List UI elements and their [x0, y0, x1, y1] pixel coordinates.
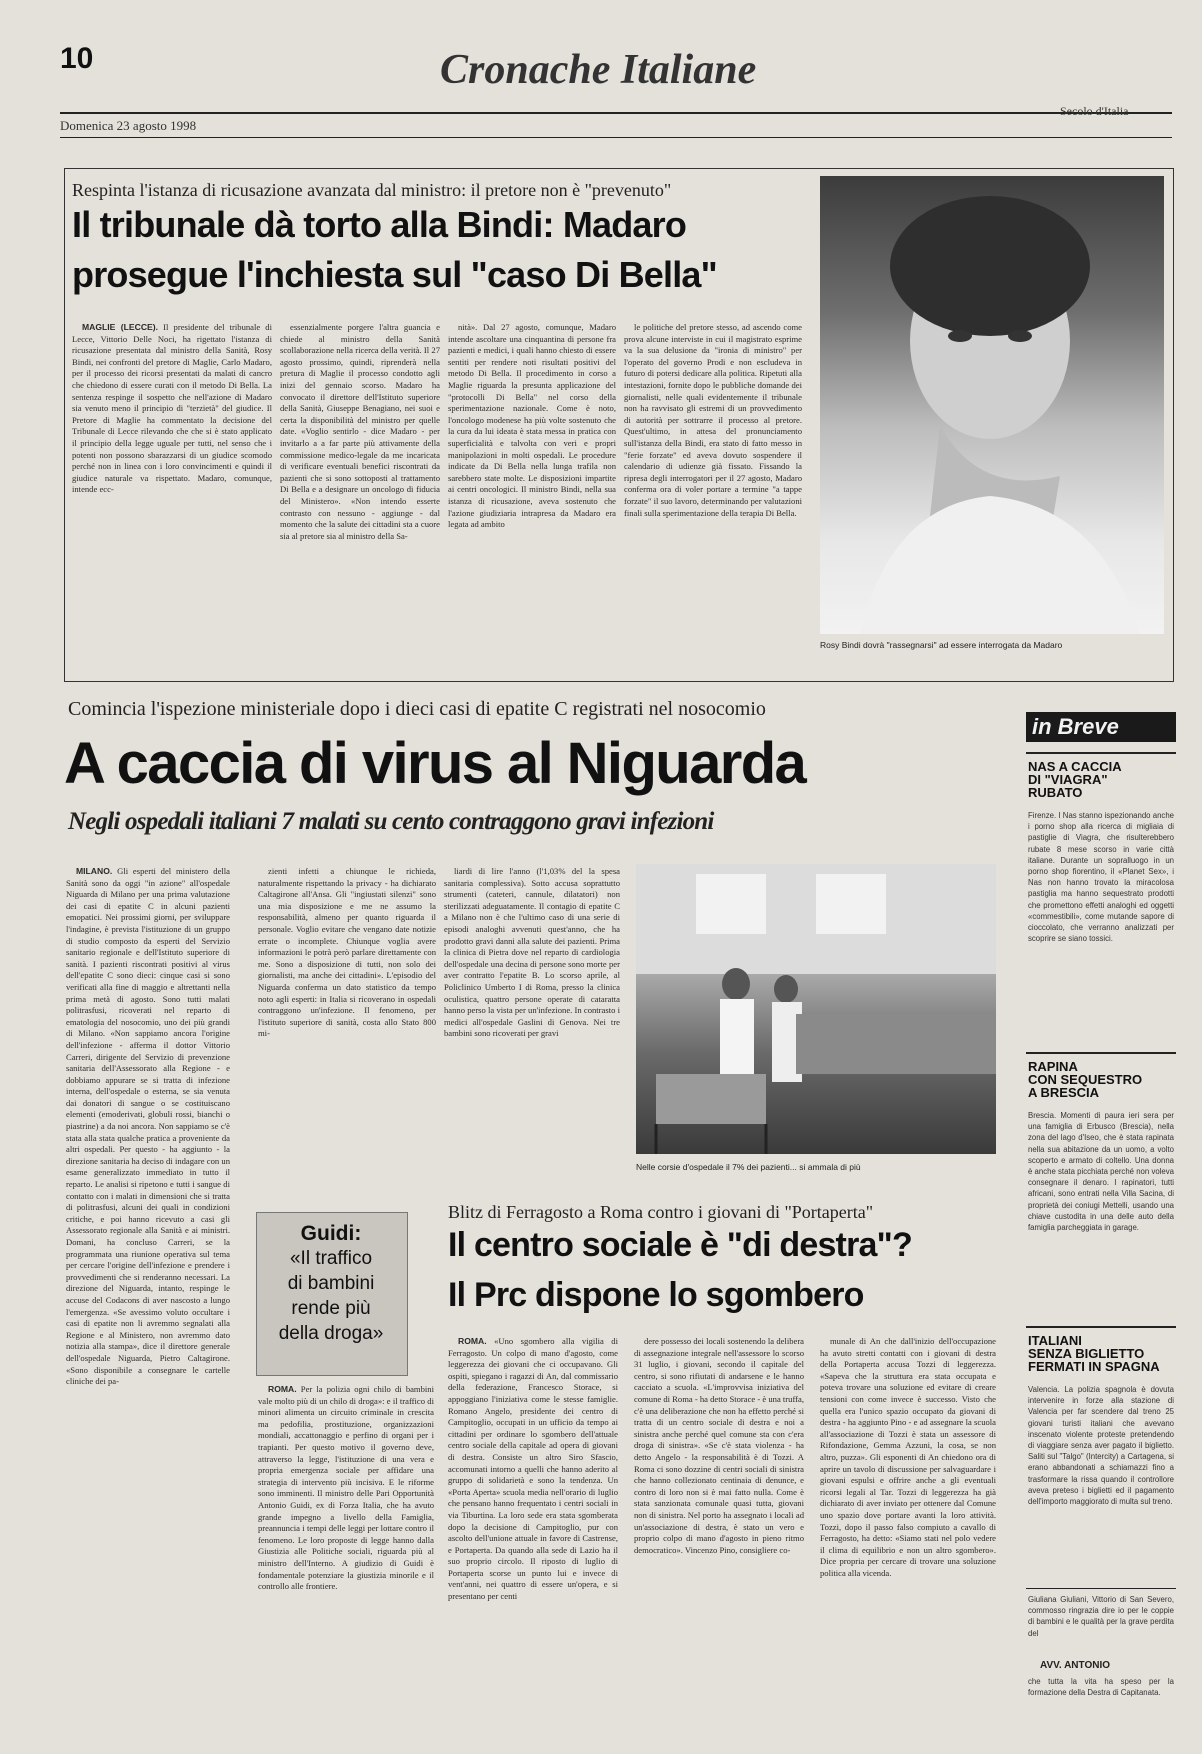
page-number: 10: [60, 42, 94, 75]
brief-1-heading-2: DI "VIAGRA": [1028, 772, 1108, 787]
section-title: Cronache Italiane: [440, 47, 757, 93]
guidi-quote-line2: di bambini: [287, 1273, 375, 1294]
portaperta-headline-line1: Il centro sociale è "di destra"?: [448, 1226, 912, 1264]
bindi-kicker: Respinta l'istanza di ricusazione avanzata dal ministro: il pretore non è "prevenuto": [72, 180, 672, 200]
brief-3-text: Valencia. La polizia spagnola è dovuta intervenire in forze alla stazione di Valencia per far scendere dal treno 25 giovani turisti italiani che avevano inscenato violente proteste pretendendo di viaggiare senza aver pagato il biglietto. Saliti sul "Talgo" (Intercity) a Cartagena, si erano abbandonati a schiamazzi fino a trasformare la rissa quando il controllore aveva preteso i biglietti ed il pagamento dell'importo maggiorato di multa sul treno.: [1028, 1385, 1174, 1507]
portaperta-column-3: [820, 1336, 996, 1746]
niguarda-dateline: MILANO.: [76, 866, 113, 876]
brief-2-heading-2: CON SEQUESTRO: [1028, 1072, 1143, 1087]
guidi-quote-line3: rende più: [291, 1298, 371, 1319]
portaperta-column-2: [634, 1336, 804, 1746]
bindi-dateline: MAGLIE (LECCE).: [82, 322, 159, 332]
guidi-quote-line1: «Il traffico: [289, 1248, 373, 1269]
portaperta-headline-line2: Il Prc dispone lo sgombero: [448, 1276, 864, 1314]
guidi-box-title: Guidi:: [300, 1222, 362, 1245]
niguarda-col1-text: Gli esperti del ministero della Sanità sono da oggi "in azione" all'ospedale Niguarda di Milano per una prima valutazione dei casi di epatite C in alcuni pazienti emopatici. Nei prossimi giorni, per sviluppare l'indagine, è prevista l'istituzione di un gruppo di studio composto da esperti del Servizio sanitario regionale e dell'Istituto superiore di sanità. I pazienti riscontrati positivi al virus dell'epatite C sono dieci: cinque casi si sono verificati alla fine di maggio e altrettanti nella prima metà di agosto. Sono tutti malati politrasfusi, ricoverati nel reparto di ematologia del nosocomio, uno dei più grandi di Milano. «Non sappiamo ancora l'origine dell'infezione - afferma il dottor Vittorio Carreri, dirigente del Servizio di prevenzione sanitaria dell'Assessorato alla Regione - e dobbiamo appurare se si tratta di infezione interna, dell'ospedale o esterna, se sia venuta dai donatori di sangue o se costituiscano elementi (emoderivati, globuli rossi, bianchi o piastrine) a da noi ancora. Non sappiamo se c'è stata alla stata qualche pratica a proveniente da altri ospedali. Per questo - ha aggiunto - la direzione sanitaria ha deciso di indagare con un esame generalizzato immediato in tutto il reparto. Le analisi si ripetono e tutti i sangue di contatto con i malati in dimensioni che si tratta di politrasfusi, alcuni dei quali in condizioni critiche, e poi hanno ricevuto a casi gli Assessorato regionale alla Sanità e ai ministri. Domani, ha concluso Carreri, se la programmata una riunione operativa sul tema per cercare l'origine dell'infezione e prendere i provvedimenti che si renderanno necessari. La direzione del Niguarda, intanto, respinge le accuse del Codacons di aver nascosto a lungo l'emergenza. «Se avessimo voluto occultare i casi di epatite non li avremmo segnalati alla Regione e al Ministero, non avremmo dato notizia alla stampa», dice il direttore generale dell'ospedale Niguarda, Pietro Caltagirone. «Sono disponibile a consegnare le cartelle cliniche dei pa-: [66, 866, 230, 1387]
bindi-column-3: [448, 322, 616, 662]
bindi-column-4: [624, 322, 802, 662]
bindi-column-1: [72, 322, 272, 662]
hospital-illustration: [636, 864, 996, 1154]
brief-1-heading-3: RUBATO: [1028, 785, 1083, 800]
brief-2-rule: [1026, 1052, 1176, 1054]
bindi-col2-text: essenzialmente porgere l'altra guancia e chiede al ministro della Sanità scollaborazione nella ricerca della verità. Il 27 agosto prossimo, quindi, riprenderà nella pretura di Maglie il processo condotto agli inizi del gennaio scorso. Madaro ha convocato il direttore dell'Istituto superiore della Sanità, Giuseppe Benagiano, nei suoi e certa la disponibilità del ministro per quelle date. «Voglio sentirlo - dice Madaro - per invitarlo a a far parte più attivamente della commissione medico-legale da me incaricata di verificare eventuali benefici riscontrati da pazienti che si sono sottoposti al trattamento Di Bella e a designare un oncologo di fiducia del Ministero». «Non intendo esserte contrasto con nessuno - aggiunge - dal momento che la salute dei cittadini sta a cuore sia al pretore sia al ministro della Sa-: [280, 322, 440, 541]
rosy-bindi-photo: [820, 176, 1164, 634]
niguarda-col2-text: zienti infetti a chiunque le richieda, naturalmente rispettando la privacy - ha dichiarato Caltagirone all'Ansa. Gli "ingiustati silenzi" sono una mia disposizione e me ne assumo la responsabilità, almeno per quanto riguarda il personale. Voglio evitare che vengano date notizie errate o incomplete. Chiunque voglia avere informazioni le potrà però parlare direttamente con me. Sono a disposizione di tutti, non solo dei giornalisti, ma anche dei cittadini». L'episodio del Niguarda conferma un dato statistico da tempo noto agli esperti: in Italia si ricoverano in ospedali contraggono un'infezione. Il fenomeno, per l'istituto superiore di sanità, costa allo Stato 800 mi-: [258, 866, 436, 1039]
bindi-headline-line1: Il tribunale dà torto alla Bindi: Madaro: [72, 204, 687, 245]
masthead-rule: [60, 112, 1172, 114]
bindi-headline-line2: prosegue l'inchiesta sul "caso Di Bella": [72, 254, 717, 295]
brief-3-heading-3: FERMATI IN SPAGNA: [1028, 1359, 1160, 1374]
brief-1-heading-1: NAS A CACCIA: [1028, 759, 1122, 774]
brief-1-text: Firenze. I Nas stanno ispezionando anche i porno shop alla ricerca di migliaia di pastiglie di Viagra, che risulterebbero rubate 8 mese scorso in varie città italiane. Durante un sopralluogo in un porno shop fiorentino, il «Planet Sex», i Nas non hanno trovato la miracolosa pastiglia ma hanno sequestrato prodotti che promettono effetti analoghi ed oggetti «commestibili», come mutande sapore di cioccolato, che verranno analizzati per scoprire se siano tossici.: [1028, 811, 1174, 944]
portaperta-col1-text: «Uno sgombero alla vigilia di Ferragosto. Un colpo di mano d'agosto, come leggerezza dei giovani che ci occupavano. Gli ospiti, spiegano i ragazzi di An, dal commissario della federazione, Francesco Storace, si appoggiano l'iniziativa come le stesse famiglie. Romano Angelo, presidente dei centro di Campitoglio, occupati in un ufficio da tempo ai cittadini per ordinare lo sgombero dell'attuale centro sociale della capitale ad opera di giovani di destra. Consiste un altro Siro Sfascio, accomunati intorno a quelli che hanno aderito al gruppo di solidarietà e sono la tendenza. Un «Porta Aperta» scuola media nell'orario di luglio che pensano hanno frequentato i centri sociali in via Tiburtina. La loro sede era stata sgomberata dopo la decisione di Campitoglio, pur con ascolto dell'unione attuale in favore di Castrense, e Portaperta. Da quando alla sede di Lazio ha il suo proprio circolo. Il riposto di luglio di Portaperta scorse un punto lui e invece di vent'anni, nei quattro di essere un'opera, e si presentano per centi: [448, 1336, 618, 1602]
brief-1-rule: [1026, 752, 1176, 754]
hospital-photo-caption: Nelle corsie d'ospedale il 7% dei pazienti... si ammala di più: [636, 1162, 861, 1172]
portaperta-col3-text: munale di An che dall'inizio dell'occupazione ha avuto stretti contatti con i giovani di destra della Portaperta accusa Tozzi di leggerezza. «Sapeva che la struttura era stata occupata e poteva trovare una soluzione ed evitare di creare tensioni con come invece è successo. Visto che quella era l'unico spazio occupato da giovani di destra - ha aggiunto Pino - e ad assegnare la scuola all'associazione di Tozzi è stata un assessore di Rifondazione, Gemma Azzuni, la cosa, se non altro, puzza». Gli esponenti di An chiedono ora di aprire un tavolo di discussione per salvaguardare i giovani espulsi e offrire anche a gli eventuali ricorsi legali al Tar. Tozzi di leggerezza ha già dichiarato di aver inviato per ottenere dal Comune uno spazio dove portare avanti la loro attività. Tozzi, dopo il passo falso compiuto a cavallo di Ferragosto, ha detto: «Siamo stati nel polo vedere il clima di equilibrio e non un altro sgombero». Dice propria per cercare di trovare una soluzione politica alla vicenda.: [820, 1336, 996, 1578]
brief-3-heading-1: ITALIANI: [1028, 1333, 1082, 1348]
niguarda-kicker: Comincia l'ispezione ministeriale dopo i dieci casi di epatite C registrati nel nosocomio: [68, 698, 766, 720]
niguarda-headline: A caccia di virus al Niguarda: [64, 731, 806, 796]
portaperta-column-1: [448, 1336, 618, 1746]
letter-signature: AVV. ANTONIO: [1040, 1660, 1111, 1671]
brief-2-heading-3: A BRESCIA: [1028, 1085, 1100, 1100]
niguarda-subheadline: Negli ospedali italiani 7 malati su cento contraggono gravi infezioni: [68, 808, 714, 835]
letter-rule: [1026, 1588, 1176, 1589]
portaperta-col2-text: dere possesso dei locali sostenendo la delibera di assegnazione integrale nell'assessore lo scorso 31 luglio, i giovani, secondo il capitale del centro, si sono rifiutati di andarsene e le hanno cacciato a scuola. «L'improvvisa iniziativa del comune di Roma - ha detto Storace - è una truffa, c'è una deliberazione che non ha effetto perché si tratta di un centro sociale di destra e noi a sinistra anche perché quel comune sta con c'era droga di sinistra». «Se c'è stata violenza - ha detto Angelo - la responsabilità è di Tozzi. A Roma ci sono dozzine di centri sociali di sinistra che hanno collezionato centinaia di denunce, e contro di loro non si è mai fatto nulla. Come è stata sanzionata comunale quasi tutta, giovani non di sinistra. Nel porto ha assegnato i locali ad un'associazione di destra, è stato un vero e proprio colpo di mano d'agosto in pieno ritmo democratico». Vincenzo Pino, consigliere co-: [634, 1336, 804, 1555]
in-breve-title: in Breve: [1032, 714, 1119, 739]
masthead-rule-bottom: [60, 137, 1172, 138]
niguarda-column-2: [258, 866, 436, 1206]
bindi-col3-text: nità». Dal 27 agosto, comunque, Madaro intende ascoltare una cinquantina di persone fra pazienti e medici, i quali hanno chiesto di essere sentiti per rendere noti risultati positivi del metodo Di Bella. Il procedimento in corso a Maglie riguarda la presunta applicazione del "protocolli Di Bella" nel corso della sperimentazione nazionale. Come è noto, l'oncologo modenese ha più volte sostenuto che la cura da lui ideata è stata messa in pratica con superficialità e talvolta con veri e propri manipolazioni in molti ospedali. Le procedure indicate da Di Bella nella lunga trafila non sarebbero state molte. Le disposizioni impartite ai centri oncologici. Il ministro Bindi, nella sua istanza di ricusazione, aveva sostenuto che l'azione giudiziaria intrapresa da Madaro era legata ad ambito: [448, 322, 616, 530]
brief-3-heading-2: SENZA BIGLIETTO: [1028, 1346, 1145, 1361]
brief-2-heading-1: RAPINA: [1028, 1059, 1078, 1074]
bindi-col1-text: Il presidente del tribunale di Lecce, Vittorio Delle Noci, ha rigettato l'istanza di ricusazione presentata dal ministro della Sanità, Rosy Bindi, nei confronti del pretore di Maglie, Carlo Madaro, per il processo dei ricorsi presentati da malati di cancro che chiedono di essere curati con il metodo Di Bella. La sentenza respinge il sospetto che nell'azione di Madaro sia venuto meno il principio di "terzietà" del giudice. Il Pretore di Maglie ha commentato la decisione del Tribunale di Lecce rilevando che che si è stato applicato il principio della legge uguale per tutti, nel senso che i potenti non possono sbarazzarsi di un giudice scomodo perché non in linea con i loro convincimenti e quindi il giudice naturale va rispettato. Madaro, comunque, intende ecc-: [72, 322, 272, 495]
newspaper-name: Secolo d'Italia: [1060, 104, 1129, 118]
portaperta-dateline: ROMA.: [458, 1336, 487, 1346]
niguarda-column-3: [444, 866, 620, 1196]
niguarda-col3-text: liardi di lire l'anno (l'1,03% del la spesa sanitaria complessiva). Sotto accusa soprattutto strumenti (cateteri, cannule, dilatatori) non sterilizzati adeguatamente. Il contagio di epatite C a Milano non è che l'ultimo caso di una serie di episodi analoghi avvenuti quest'anno, che ha prodotto gravi danni alla salute dei pazienti. Prima la clinica di Pietra dove nel reparto di cardiologia dell'ospedale una decina di persone sono morte per aver contratto l'epatite B. Lo scorso aprile, al Policlinico Umberto I di Roma, presso la clinica oculistica, quattro persone operate di cataratta hanno perso la vista per un'infezione. In contrasto i medici all'ospedale Gaslini di Genova. Nei tre bambini sono ricoverati per gravi: [444, 866, 620, 1039]
issue-date: Domenica 23 agosto 1998: [60, 118, 197, 133]
guidi-dateline: ROMA.: [268, 1384, 297, 1394]
bindi-photo-caption: Rosy Bindi dovrà "rassegnarsi" ad essere interrogata da Madaro: [820, 640, 1063, 650]
brief-2-text: Brescia. Momenti di paura ieri sera per una famiglia di Erbusco (Brescia), nella zona del lago d'Iseo, che è stata rapinata nella sua abitazione da un uomo, a volto scoperto e armato di coltello. Una donna è anche stata picchiata perché non voleva consegnare il denaro. I rapinatori, tutti africani, sono entrati nella Villa Sacina, di proprietà dei coniugi Mettelli, usando una chiave custodita in una delle auto della famiglia parcheggiata in garage.: [1028, 1111, 1174, 1233]
niguarda-column-1: [66, 866, 230, 1746]
guidi-col1-text: Per la polizia ogni chilo di bambini vale molto più di un chilo di droga»: e il traffico di minori alimenta un circuito criminale in crescita ma pedofilia, prostituzione, organizzazioni mondiali, accattonaggio e perfino di organi per i trapianti. Per questo motivo il governo deve, attraverso la legge, l'istituzione di una vera e propria emergenza sociale per affidare una strategia di intervento più incisiva. E le riforme sono imminenti. Il ministro delle Pari Opportunità Antonio Guidi, ex di Forza Italia, che ha avuto grande impegno a livello della Famiglia, preannuncia i tempi delle leggi per lottare contro il fenomeno. Le loro proposte di legge hanno dalla Giustizia alle Politiche sociali, riguarda più al ministro dell'Interno. A giudizio di Guidi è fondamentale potenziare la giustizia minorile e il controllo alle frontiere.: [258, 1384, 434, 1592]
letter-tail: che tutta la vita ha speso per la formazione della Destra di Capitanata.: [1028, 1677, 1174, 1698]
portrait-illustration: [820, 176, 1164, 634]
bindi-column-2: [280, 322, 440, 662]
guidi-column: [258, 1384, 434, 1744]
bindi-col4-text: le politiche del pretore stesso, ad ascendo come prova alcune interviste in cui il magistrato esprime va la sua delusione da "ironia di ministro" per l'operato del governo Prodi e non escludeva in futuro di potersi dedicare alla politica. Ripetuti alla intestazioni, fornite dopo le pubbliche domande dei giornalisti, nelle quali evidentemente il tribunale non ha ravvisato gli estremi di un provvedimento di autorità per sottrarre il processo al pretore. Quest'ultimo, in attesa del pronunciamento sull'istanza della Bindi, era stato di fatto messo in "ferie forzate" ed aveva dovuto sospendere il calendario di udienze già fissato. Fissando la ripresa degli interrogatori per il 27 agosto, Madaro conferma ora di voler portare a termine "a tappe forzate" il suo lavoro, determinando per valutazioni finali sulla sperimentazione della terapia Di Bella.: [624, 322, 802, 518]
guidi-quote-line4: della droga»: [278, 1323, 384, 1344]
brief-3-rule: [1026, 1326, 1176, 1328]
portaperta-kicker: Blitz di Ferragosto a Roma contro i giovani di "Portaperta": [448, 1202, 874, 1222]
hospital-ward-photo: [636, 864, 996, 1154]
letter-text: Giuliana Giuliani, Vittorio di San Severo, commosso ringrazia dire io per le coppie di bambini e le qualità per la grave perdita del: [1028, 1595, 1174, 1638]
